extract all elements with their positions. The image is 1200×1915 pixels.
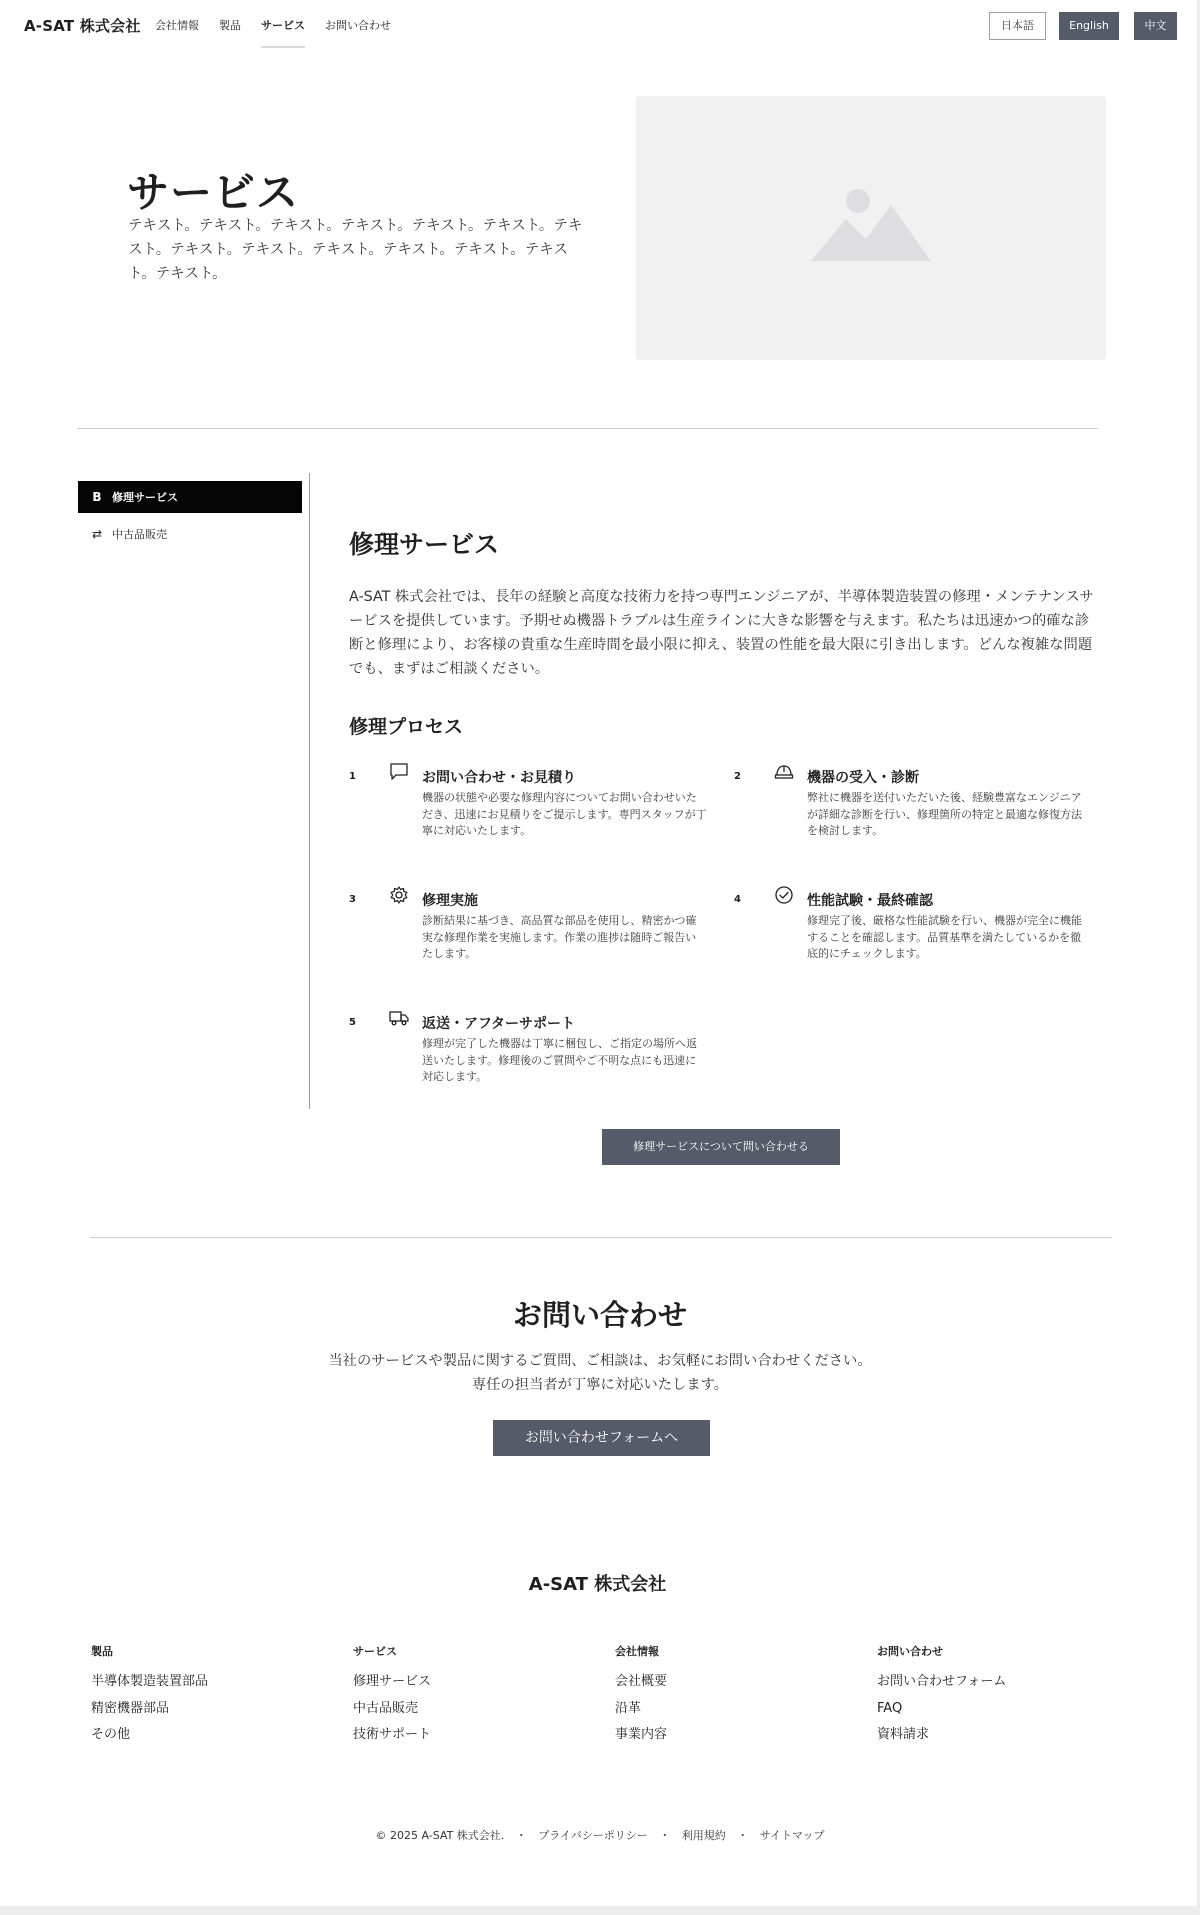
nav-item-contact[interactable]: お問い合わせ xyxy=(325,19,391,32)
sidebar-item-label: 中古品販売 xyxy=(112,528,167,541)
repair-inquiry-button[interactable]: 修理サービスについて問い合わせる xyxy=(602,1129,840,1165)
main-nav xyxy=(155,0,411,50)
footer-column-services xyxy=(353,1643,431,1749)
footer-column-company xyxy=(615,1643,667,1749)
section-intro: A-SAT 株式会社では、長年の経験と高度な技術力を持つ専門エンジニアが、半導体製造装置の修理・メンテナンスサービスを提供しています。予期せぬ機器トラブルは生産ラインに大きな影響を与えます。私たちは迅速かつ的確な診断と修理により、お客様の貴重な生産時間を最小限に抑え、装置の性能を最大限に引き出します。どんな複雑な問題でも、まずはご相談ください。 xyxy=(349,589,1094,677)
step-title: 機器の受入・診断 xyxy=(807,770,919,786)
footer-link[interactable]: お問い合わせフォーム xyxy=(877,1674,1007,1689)
step-number: 5 xyxy=(349,1017,356,1028)
footer-column-products xyxy=(91,1643,208,1749)
hero-image xyxy=(636,96,1106,360)
footer-link[interactable]: 中古品販売 xyxy=(353,1700,419,1716)
footer-heading: サービス xyxy=(353,1645,397,1658)
footer-link[interactable]: FAQ xyxy=(877,1700,903,1716)
footer-company-name: A-SAT 株式会社 xyxy=(528,1574,667,1595)
step-number: 2 xyxy=(734,771,741,782)
swap-arrows-icon: ⇄ xyxy=(91,527,103,541)
contact-title: お問い合わせ xyxy=(512,1298,687,1332)
section-divider xyxy=(90,1237,1112,1238)
page-title: サービス xyxy=(127,168,300,217)
contact-description: 当社のサービスや製品に関するご質問、ご相談は、お気軽にお問い合わせください。専任の担当者が丁寧に対応いたします。 xyxy=(328,1353,872,1393)
separator: ・ xyxy=(515,1829,527,1842)
sidebar-item-repair[interactable] xyxy=(78,481,302,513)
contact-form-button[interactable]: お問い合わせフォームへ xyxy=(493,1420,710,1456)
footer-link[interactable]: 精密機器部品 xyxy=(91,1700,170,1716)
sidebar-divider xyxy=(309,473,310,1109)
step-description: 修理完了後、厳格な性能試験を行い、機器が完全に機能することを確認します。品質基準を満たしているかを徹底的にチェックします。 xyxy=(807,914,1082,960)
section-title: 修理サービス xyxy=(349,530,500,559)
footer-link[interactable]: 技術サポート xyxy=(353,1727,432,1742)
sidebar-item-used-sales[interactable] xyxy=(78,518,302,550)
footer-heading: 製品 xyxy=(91,1645,113,1658)
footer-link[interactable]: 修理サービス xyxy=(353,1674,432,1689)
section-divider xyxy=(77,428,1098,429)
footer-link[interactable]: 沿革 xyxy=(615,1700,642,1716)
footer-column-contact xyxy=(877,1643,1006,1749)
process-step-3 xyxy=(349,885,697,965)
step-description: 診断結果に基づき、高品質な部品を使用し、精密かつ確実な修理作業を実施します。作業の進捗は随時ご報告いたします。 xyxy=(422,914,697,960)
step-title: 修理実施 xyxy=(422,893,478,909)
gear-icon xyxy=(389,885,409,905)
footer-link[interactable]: その他 xyxy=(91,1727,131,1742)
header xyxy=(0,0,1197,50)
sidebar-item-label: 修理サービス xyxy=(112,491,178,504)
truck-icon xyxy=(389,1008,409,1028)
step-description: 修理が完了した機器は丁寧に梱包し、ご指定の場所へ返送いたします。修理後のご質問やご不明な点にも迅速に対応します。 xyxy=(422,1037,697,1083)
image-placeholder-icon xyxy=(811,189,931,261)
footer-heading: 会社情報 xyxy=(615,1645,659,1658)
footer-link[interactable]: 事業内容 xyxy=(615,1727,668,1742)
process-step-1 xyxy=(349,762,707,842)
footer-heading: お問い合わせ xyxy=(877,1645,943,1658)
terms-link[interactable]: 利用規約 xyxy=(681,1829,726,1842)
privacy-policy-link[interactable]: プライバシーポリシー xyxy=(538,1829,648,1842)
step-title: 性能試験・最終確認 xyxy=(807,893,933,909)
step-number: 4 xyxy=(734,894,741,905)
step-title: 返送・アフターサポート xyxy=(422,1016,576,1032)
process-step-2 xyxy=(734,762,1082,842)
lang-japanese-button[interactable]: 日本語 xyxy=(989,12,1046,40)
separator: ・ xyxy=(737,1829,749,1842)
b-icon: B xyxy=(92,490,102,504)
logo[interactable]: A-SAT 株式会社 xyxy=(24,17,141,35)
process-step-4 xyxy=(734,885,1082,965)
copyright-bar xyxy=(0,1827,1200,1843)
step-title: お問い合わせ・お見積り xyxy=(422,770,576,786)
hard-hat-icon xyxy=(774,762,794,782)
step-description: 弊社に機器を送付いただいた後、経験豊富なエンジニアが詳細な診断を行い、修理箇所の特定と最適な修復方法を検討します。 xyxy=(807,791,1082,837)
sitemap-link[interactable]: サイトマップ xyxy=(759,1829,825,1842)
footer-link[interactable]: 半導体製造装置部品 xyxy=(91,1674,209,1689)
step-number: 3 xyxy=(349,894,356,905)
footer-link[interactable]: 資料請求 xyxy=(877,1727,930,1742)
nav-item-products[interactable]: 製品 xyxy=(219,19,241,32)
hero-description: テキスト。テキスト。テキスト。テキスト。テキスト。テキスト。テキスト。テキスト。テキスト。テキスト。テキスト。テキスト。テキスト。テキスト。 xyxy=(128,218,583,282)
lang-chinese-button[interactable]: 中文 xyxy=(1134,12,1177,40)
process-step-5 xyxy=(349,1008,697,1088)
nav-item-services[interactable]: サービス xyxy=(261,0,305,50)
process-title: 修理プロセス xyxy=(349,716,464,738)
lang-english-button[interactable]: English xyxy=(1059,12,1119,40)
nav-item-company[interactable]: 会社情報 xyxy=(155,19,199,32)
chat-bubble-icon xyxy=(389,762,409,782)
step-number: 1 xyxy=(349,771,356,782)
footer-link[interactable]: 会社概要 xyxy=(615,1674,668,1689)
separator: ・ xyxy=(659,1829,671,1842)
check-circle-icon xyxy=(774,885,794,905)
step-description: 機器の状態や必要な修理内容についてお問い合わせいただき、迅速にお見積りをご提示します。専門スタッフが丁寧に対応いたします。 xyxy=(422,791,707,837)
copyright-text: © 2025 A-SAT 株式会社. xyxy=(375,1829,505,1842)
